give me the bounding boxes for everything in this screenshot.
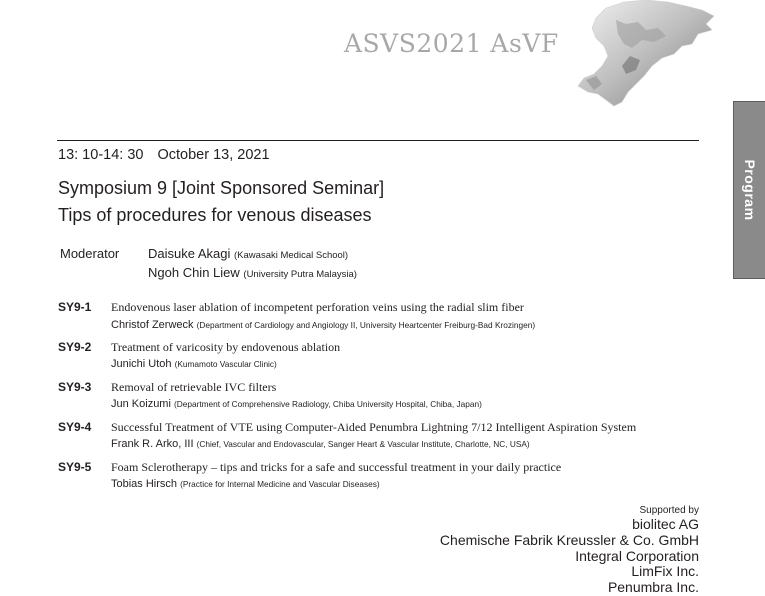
speaker-name: Jun Koizumi — [111, 398, 171, 410]
session-title-line1: Symposium 9 [Joint Sponsored Seminar] — [58, 178, 385, 198]
talk-speaker — [111, 398, 482, 410]
session-time: 13: 10-14: 30 — [58, 147, 144, 163]
moderator-entry — [148, 265, 357, 280]
talk-speaker — [111, 438, 530, 450]
session-title-line2: Tips of procedures for venous diseases — [58, 205, 372, 225]
talk-title: Successful Treatment of VTE using Computer-Aided Penumbra Lightning 7/12 Intelligent Aspiration System — [111, 420, 637, 434]
moderator-affiliation: (University Putra Malaysia) — [243, 269, 357, 280]
talk-title: Removal of retrievable IVC filters — [111, 380, 277, 394]
side-tab-label: Program — [741, 159, 758, 221]
speaker-affiliation: (Department of Cardiology and Angiology II, University Heartcenter Freiburg-Bad Krozingen) — [196, 320, 536, 330]
talk-title: Endovenous laser ablation of incompetent perforation veins using the radial slim fiber — [111, 300, 524, 314]
moderator-label: Moderator — [60, 246, 120, 261]
sponsor-name: Chemische Fabrik Kreussler & Co. GmbH — [439, 531, 699, 548]
talk-title: Treatment of varicosity by endovenous ablation — [111, 340, 341, 354]
sponsor-name: Integral Corporation — [575, 547, 699, 564]
hokkaido-map-graphic — [566, 0, 716, 110]
sponsors-label: Supported by — [639, 505, 699, 516]
sponsor-name: Penumbra Inc. — [607, 579, 699, 596]
talk-code: SY9-2 — [58, 340, 92, 354]
speaker-name: Frank R. Arko, III — [111, 438, 194, 450]
session-datetime — [58, 147, 270, 163]
moderator-affiliation: (Kawasaki Medical School) — [234, 250, 349, 261]
speaker-affiliation: (Department of Comprehensive Radiology, Chiba University Hospital, Chiba, Japan) — [173, 399, 482, 409]
sponsor-name: LimFix Inc. — [631, 563, 699, 580]
speaker-affiliation: (Chief, Vascular and Endovascular, Sanger Heart & Vascular Institute, Charlotte, NC, USA) — [196, 439, 530, 449]
talk-speaker — [111, 358, 277, 370]
header-title: ASVS2021 AsVF — [344, 29, 559, 58]
speaker-name: Tobias Hirsch — [111, 478, 178, 490]
talk-code: SY9-4 — [58, 420, 92, 434]
talk-code: SY9-3 — [58, 380, 92, 394]
sponsors-block — [440, 504, 699, 596]
header-divider — [57, 140, 699, 141]
moderator-entry — [148, 246, 348, 261]
moderator-name: Ngoh Chin Liew — [148, 265, 240, 280]
speaker-affiliation: (Kumamoto Vascular Clinic) — [174, 359, 277, 369]
talk-title: Foam Sclerotherapy – tips and tricks for a safe and successful treatment in your daily practice — [111, 460, 562, 474]
speaker-affiliation: (Practice for Internal Medicine and Vascular Diseases) — [180, 479, 380, 489]
speaker-name: Junichi Utoh — [111, 358, 172, 370]
speaker-name: Christof Zerweck — [111, 319, 194, 331]
talk-code: SY9-1 — [58, 300, 92, 314]
program-side-tab[interactable] — [733, 101, 765, 279]
session-date: October 13, 2021 — [157, 147, 270, 163]
talk-speaker — [111, 478, 380, 490]
talk-speaker — [111, 319, 535, 331]
sponsor-name: biolitec AG — [632, 516, 699, 532]
moderator-name: Daisuke Akagi — [148, 246, 231, 261]
talk-code: SY9-5 — [58, 460, 92, 474]
